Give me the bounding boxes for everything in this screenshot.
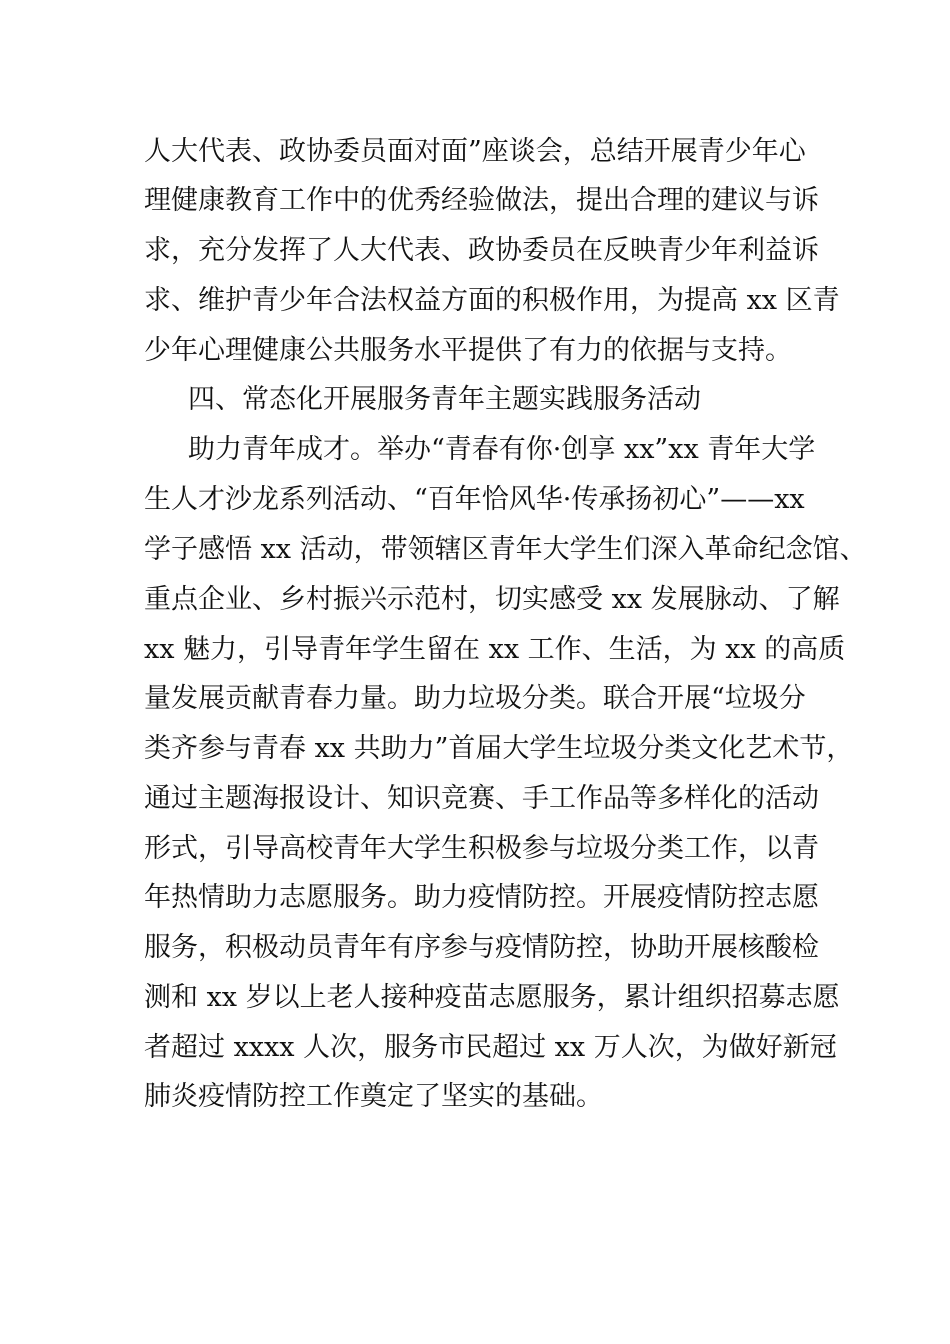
- paragraph-2-line: xx 魅力，引导青年学生留在 xx 工作、生活，为 xx 的高质: [144, 634, 846, 665]
- paragraph-2-line: 通过主题海报设计、知识竞赛、手工作品等多样化的活动: [144, 783, 819, 814]
- paragraph-2-line: 类齐参与青春 xx 共助力”首届大学生垃圾分类文化艺术节，: [144, 733, 854, 764]
- paragraph-1-line: 少年心理健康公共服务水平提供了有力的依据与支持。: [144, 335, 792, 366]
- paragraph-2-line: 学子感悟 xx 活动，带领辖区青年大学生们深入革命纪念馆、: [144, 534, 867, 565]
- section-heading: 四、常态化开展服务青年主题实践服务活动: [188, 384, 701, 415]
- paragraph-2-line: 者超过 xxxx 人次，服务市民超过 xx 万人次，为做好新冠: [144, 1032, 837, 1063]
- paragraph-2-line: 服务，积极动员青年有序参与疫情防控，协助开展核酸检: [144, 932, 819, 963]
- paragraph-1-line: 求、维护青少年合法权益方面的积极作用，为提高 xx 区青: [144, 285, 840, 316]
- paragraph-2-line: 量发展贡献青春力量。助力垃圾分类。联合开展“垃圾分: [144, 683, 806, 714]
- paragraph-2-line: 形式，引导高校青年大学生积极参与垃圾分类工作，以青: [144, 833, 819, 864]
- paragraph-2-line: 测和 xx 岁以上老人接种疫苗志愿服务，累计组织招募志愿: [144, 982, 840, 1013]
- paragraph-2-line: 助力青年成才。举办“青春有你·创享 xx”xx 青年大学: [188, 434, 816, 465]
- paragraph-2-line: 生人才沙龙系列活动、“百年恰风华·传承扬初心”——xx: [144, 484, 805, 515]
- paragraph-2-line: 年热情助力志愿服务。助力疫情防控。开展疫情防控志愿: [144, 882, 819, 913]
- paragraph-1-line: 求，充分发挥了人大代表、政协委员在反映青少年利益诉: [144, 235, 819, 266]
- paragraph-1-line: 理健康教育工作中的优秀经验做法，提出合理的建议与诉: [144, 185, 819, 216]
- paragraph-1-line: 人大代表、政协委员面对面”座谈会，总结开展青少年心: [144, 136, 806, 167]
- paragraph-2-line: 肺炎疫情防控工作奠定了坚实的基础。: [144, 1081, 603, 1112]
- paragraph-2-line: 重点企业、乡村振兴示范村，切实感受 xx 发展脉动、了解: [144, 584, 840, 615]
